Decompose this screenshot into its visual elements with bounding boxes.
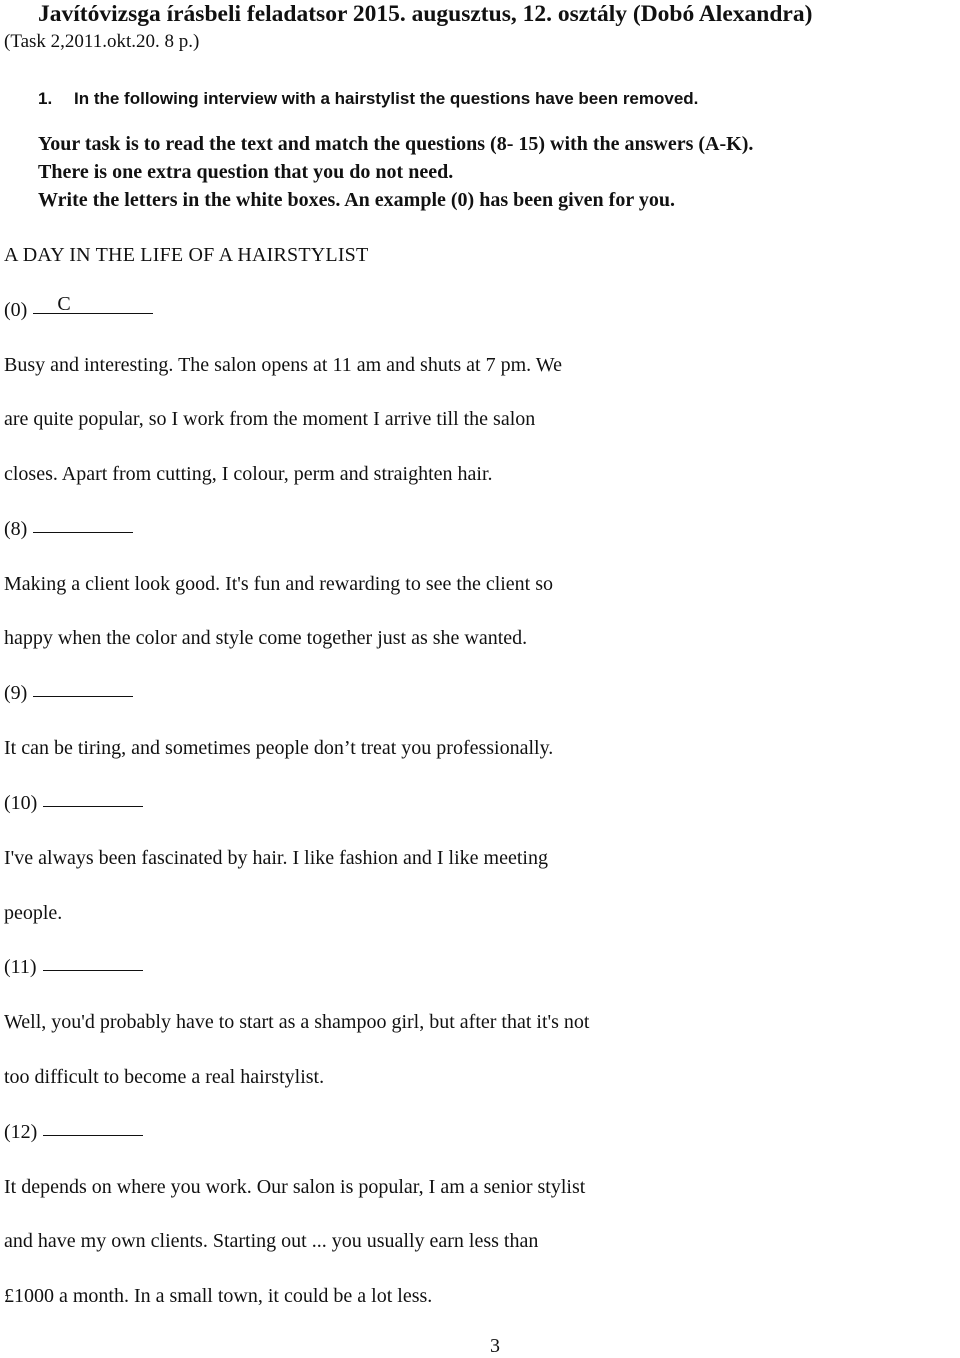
question-number: (0) [4, 299, 28, 321]
answer-text-line: It can be tiring, and sometimes people don’t treat you professionally. [4, 737, 554, 759]
question-label-8 [4, 516, 133, 542]
instruction-line: Your task is to read the text and match the questions (8- 15) with the answers (A-K). [38, 133, 754, 155]
example-answer: C [57, 293, 71, 315]
answer-text-line: Busy and interesting. The salon opens at 11 am and shuts at 7 pm. We [4, 354, 562, 376]
answer-blank[interactable] [33, 295, 153, 314]
answer-blank[interactable] [33, 678, 133, 697]
task-heading [38, 88, 698, 110]
question-label-0 [4, 293, 153, 323]
answer-text-line: Well, you'd probably have to start as a shampoo girl, but after that it's not [4, 1011, 590, 1033]
question-number: (8) [4, 518, 28, 540]
answer-text-line: people. [4, 902, 63, 924]
article-title: A DAY IN THE LIFE OF A HAIRSTYLIST [4, 244, 369, 266]
instruction-line: There is one extra question that you do not need. [38, 161, 454, 183]
answer-text-line: I've always been fascinated by hair. I like fashion and I like meeting [4, 847, 548, 869]
answer-blank[interactable] [33, 514, 133, 533]
answer-blank[interactable] [43, 788, 143, 807]
answer-text-line: Making a client look good. It's fun and rewarding to see the client so [4, 573, 554, 595]
answer-text-line: too difficult to become a real hairstylist. [4, 1066, 325, 1088]
answer-text-line: £1000 a month. In a small town, it could be a lot less. [4, 1285, 433, 1307]
page-title: Javítóvizsga írásbeli feladatsor 2015. augusztus, 12. osztály (Dobó Alexandra) [38, 1, 813, 27]
question-number: (11) [4, 956, 37, 978]
instruction-line: Write the letters in the white boxes. An example (0) has been given for you. [38, 189, 675, 211]
question-number: (12) [4, 1121, 38, 1143]
answer-text-line: are quite popular, so I work from the moment I arrive till the salon [4, 408, 536, 430]
answer-text-line: closes. Apart from cutting, I colour, perm and straighten hair. [4, 463, 493, 485]
answer-text-line: and have my own clients. Starting out ... you usually earn less than [4, 1230, 539, 1252]
question-number: (9) [4, 682, 28, 704]
question-label-11 [4, 954, 143, 980]
task-reference: (Task 2,2011.okt.20. 8 p.) [4, 31, 200, 52]
answer-blank[interactable] [43, 1117, 143, 1136]
task-text: In the following interview with a hairstylist the questions have been removed. [74, 89, 699, 108]
answer-blank[interactable] [43, 952, 143, 971]
answer-text-line: happy when the color and style come together just as she wanted. [4, 627, 528, 649]
question-number: (10) [4, 792, 38, 814]
question-label-9 [4, 680, 133, 706]
question-label-12 [4, 1119, 143, 1145]
question-label-10 [4, 790, 143, 816]
page-number: 3 [490, 1335, 500, 1357]
task-number: 1. [38, 89, 53, 108]
answer-text-line: It depends on where you work. Our salon is popular, I am a senior stylist [4, 1176, 586, 1198]
